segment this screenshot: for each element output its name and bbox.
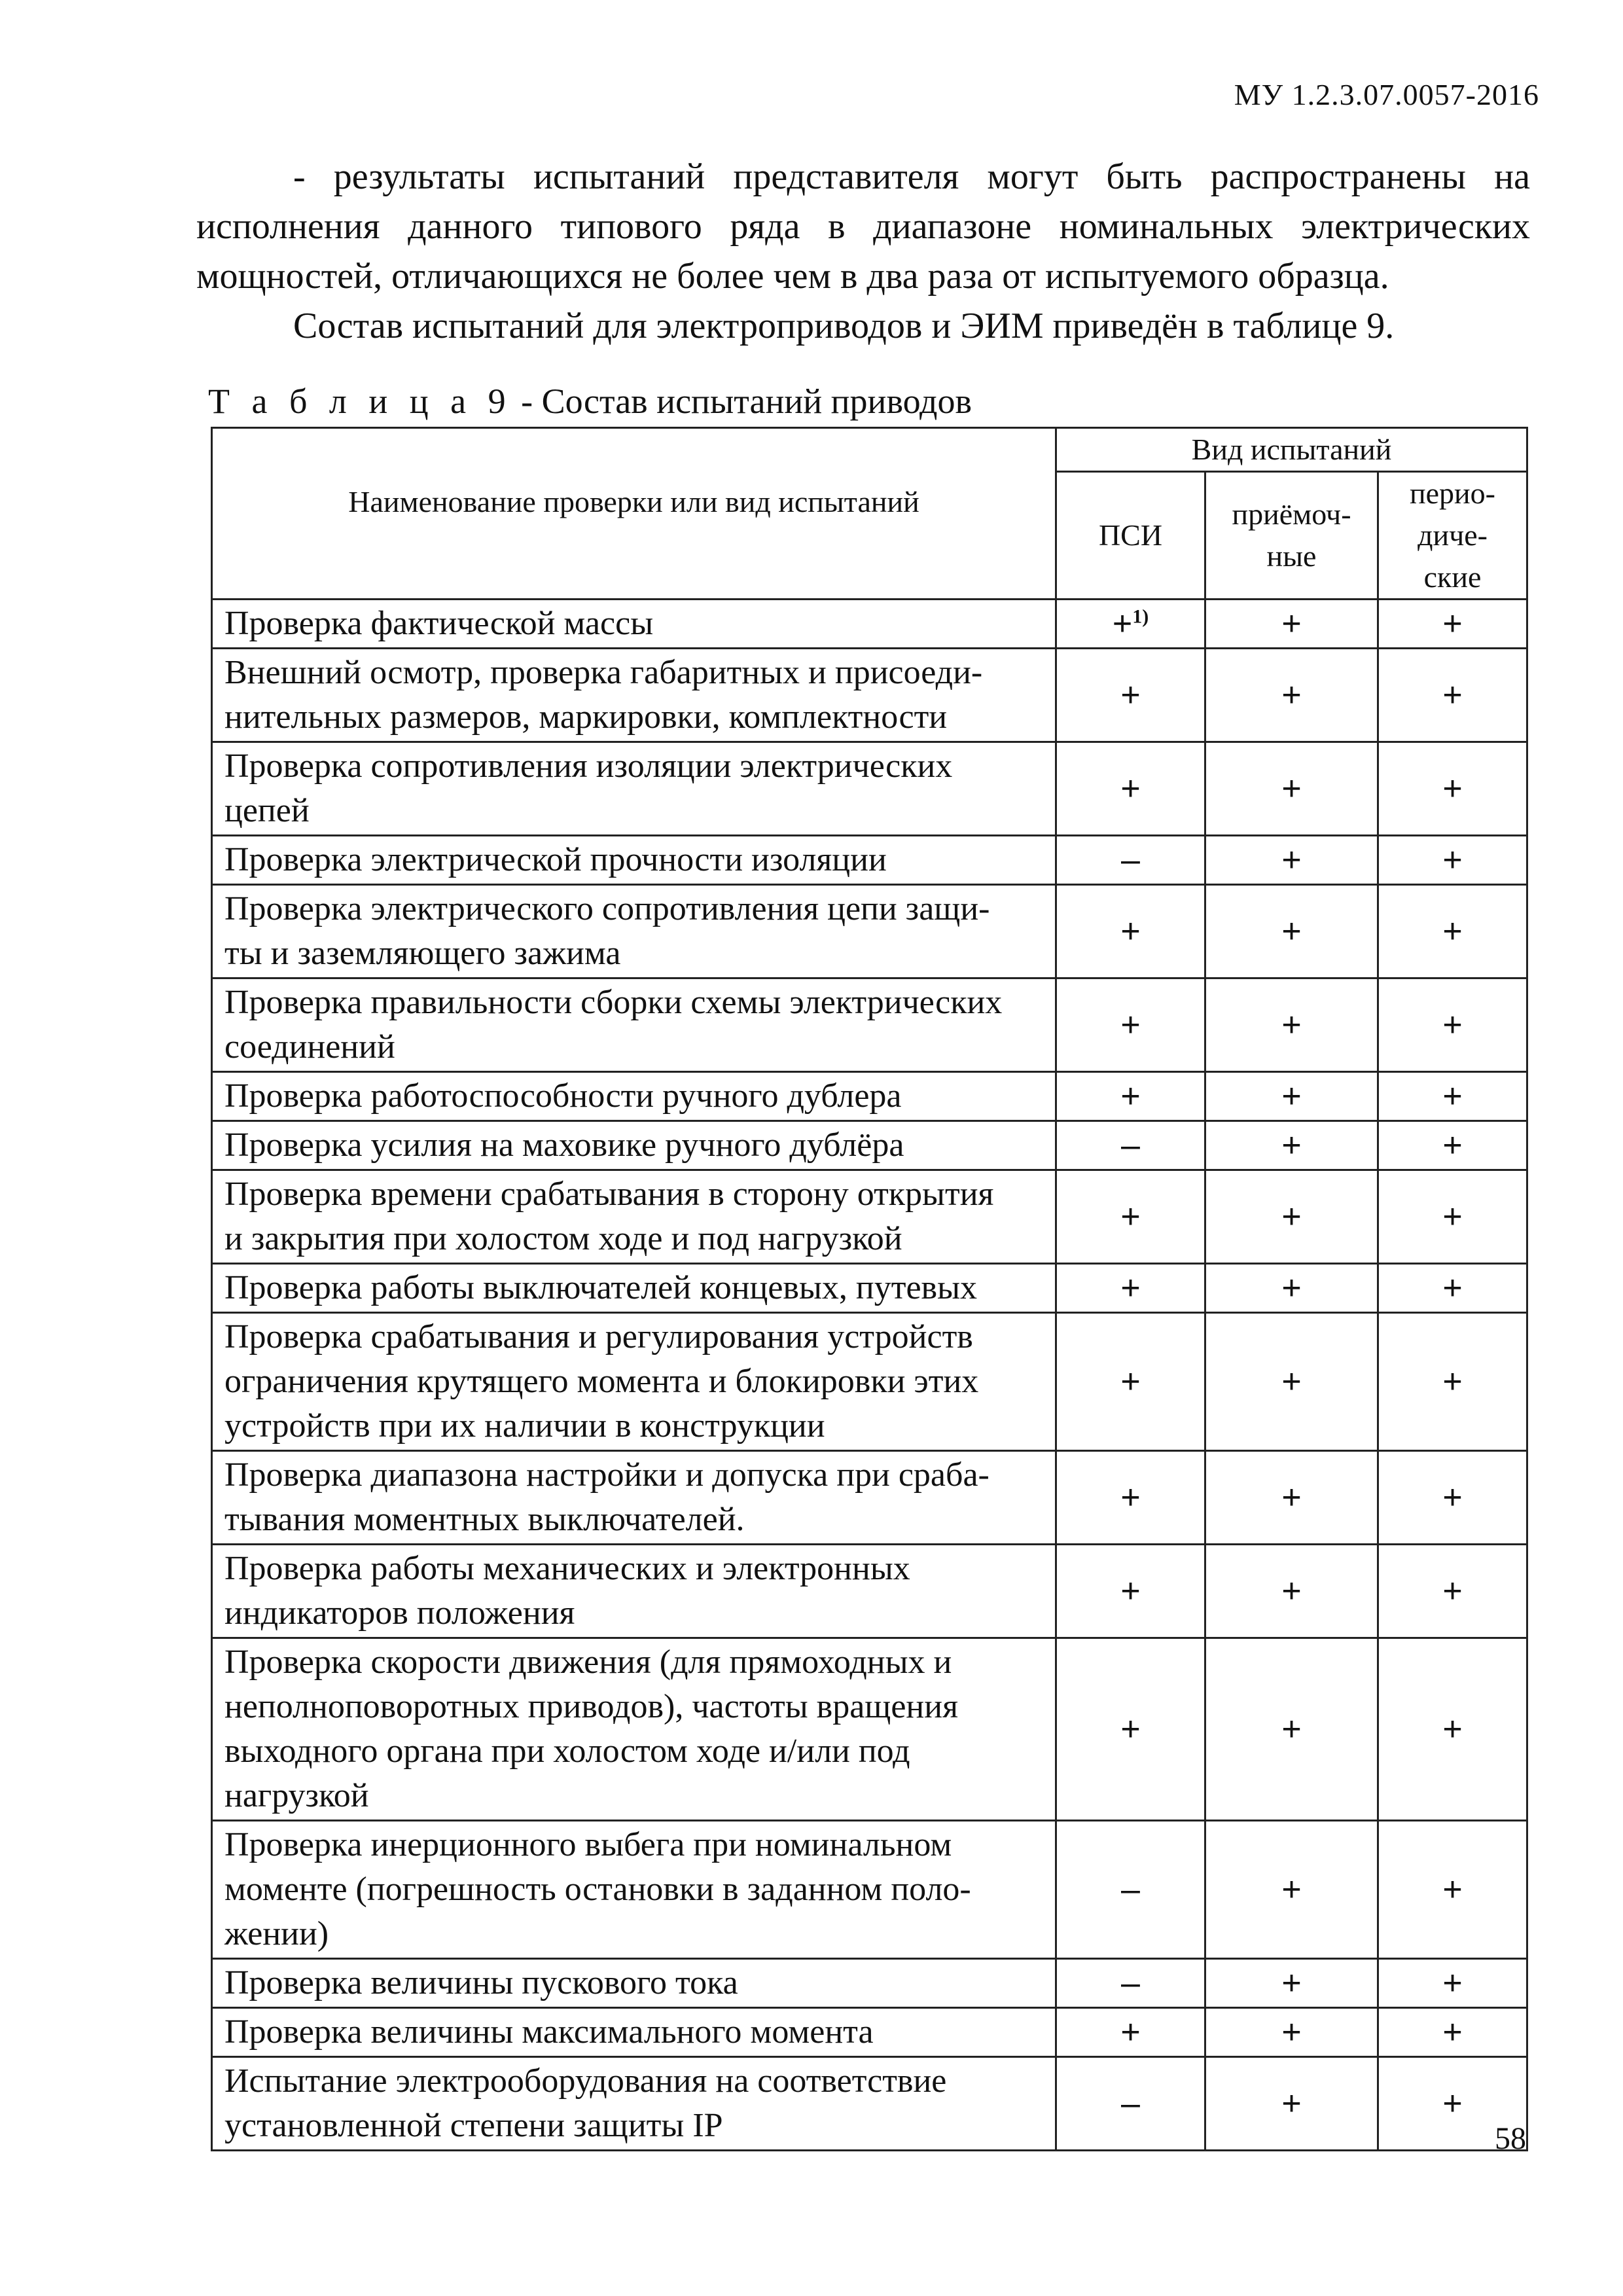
acceptance-mark-cell	[1205, 1451, 1378, 1545]
psi-mark-cell	[1056, 1821, 1205, 1959]
periodic-mark: +	[1442, 1871, 1463, 1909]
acceptance-mark-cell	[1205, 600, 1378, 649]
periodic-mark: +	[1442, 1572, 1463, 1610]
acceptance-mark: +	[1281, 912, 1302, 950]
periodic-mark: +	[1442, 770, 1463, 808]
table-body	[212, 600, 1527, 2151]
acceptance-mark-cell	[1205, 885, 1378, 978]
psi-mark-cell	[1056, 600, 1205, 649]
acceptance-mark: +	[1281, 770, 1302, 808]
table-row	[212, 1072, 1527, 1121]
psi-mark: –	[1121, 1871, 1140, 1909]
periodic-mark: +	[1442, 912, 1463, 950]
table-row	[212, 742, 1527, 836]
table-caption-title: Состав испытаний приводов	[541, 382, 972, 421]
table-row	[212, 1121, 1527, 1170]
table-row	[212, 2008, 1527, 2057]
acceptance-mark: +	[1281, 2013, 1302, 2051]
periodic-mark-cell	[1378, 1121, 1527, 1170]
test-name: Проверка правильности сборки схемы электрических соединений	[212, 978, 1056, 1072]
acceptance-mark-cell	[1205, 1545, 1378, 1638]
test-name: Проверка усилия на маховике ручного дублёра	[212, 1121, 1056, 1170]
acceptance-mark: +	[1281, 1871, 1302, 1909]
acceptance-mark: +	[1281, 841, 1302, 879]
psi-mark: +	[1120, 770, 1141, 808]
acceptance-mark-cell	[1205, 1821, 1378, 1959]
psi-mark-cell	[1056, 1072, 1205, 1121]
document-code: МУ 1.2.3.07.0057-2016	[1234, 78, 1539, 111]
periodic-mark: +	[1442, 1479, 1463, 1516]
periodic-mark: +	[1442, 2085, 1463, 2123]
table-row	[212, 1313, 1527, 1451]
test-name: Проверка работы выключателей концевых, путевых	[212, 1264, 1056, 1313]
periodic-mark-cell	[1378, 1313, 1527, 1451]
periodic-mark-cell	[1378, 649, 1527, 742]
periodic-mark: +	[1442, 1006, 1463, 1044]
psi-mark: +	[1120, 2013, 1141, 2051]
table-row	[212, 1959, 1527, 2008]
periodic-mark-cell	[1378, 1170, 1527, 1264]
table-row	[212, 2057, 1527, 2151]
periodic-mark-cell	[1378, 1638, 1527, 1821]
acceptance-mark: +	[1281, 1479, 1302, 1516]
psi-mark-cell	[1056, 1264, 1205, 1313]
periodic-mark: +	[1442, 841, 1463, 879]
periodic-mark-cell	[1378, 1451, 1527, 1545]
test-name: Внешний осмотр, проверка габаритных и присоеди- нительных размеров, маркировки, комплектности	[212, 649, 1056, 742]
psi-mark-cell	[1056, 1545, 1205, 1638]
psi-mark-cell	[1056, 1451, 1205, 1545]
test-name: Проверка работоспособности ручного дублера	[212, 1072, 1056, 1121]
periodic-mark: +	[1442, 1077, 1463, 1115]
acceptance-mark: +	[1281, 605, 1302, 643]
acceptance-mark-cell	[1205, 1638, 1378, 1821]
periodic-mark: +	[1442, 2013, 1463, 2051]
test-name: Испытание электрооборудования на соответствие установленной степени защиты IP	[212, 2057, 1056, 2151]
acceptance-mark-cell	[1205, 1121, 1378, 1170]
acceptance-mark: +	[1281, 1006, 1302, 1044]
psi-mark: –	[1121, 2085, 1140, 2123]
psi-mark-cell	[1056, 742, 1205, 836]
psi-mark-cell	[1056, 1170, 1205, 1264]
periodic-mark-cell	[1378, 600, 1527, 649]
paragraph-results: - результаты испытаний представителя могут быть распространены на исполнения данного типового ряда в диапазоне номинальных электрических мощностей, отличающихся не более чем в два раза от испытуемого образца.	[196, 156, 1530, 296]
acceptance-mark-cell	[1205, 1959, 1378, 2008]
acceptance-mark-cell	[1205, 1170, 1378, 1264]
header-test-type: Вид испытаний	[1056, 428, 1527, 472]
header-name: Наименование проверки или вид испытаний	[212, 428, 1056, 600]
acceptance-mark-cell	[1205, 1313, 1378, 1451]
acceptance-mark: +	[1281, 676, 1302, 714]
psi-mark: +	[1120, 676, 1141, 714]
psi-mark: +	[1112, 605, 1133, 643]
periodic-mark-cell	[1378, 1072, 1527, 1121]
acceptance-mark: +	[1281, 1269, 1302, 1307]
test-name: Проверка инерционного выбега при номинальном моменте (погрешность остановки в заданном поло- жении)	[212, 1821, 1056, 1959]
acceptance-mark: +	[1281, 1964, 1302, 2002]
table-row	[212, 649, 1527, 742]
table-row	[212, 885, 1527, 978]
periodic-mark-cell	[1378, 978, 1527, 1072]
psi-mark-cell	[1056, 1638, 1205, 1821]
test-name: Проверка величины пускового тока	[212, 1959, 1056, 2008]
acceptance-mark-cell	[1205, 1264, 1378, 1313]
test-name: Проверка скорости движения (для прямоходных и неполноповоротных приводов), частоты вращения выходного органа при холостом ходе и/или под нагрузкой	[212, 1638, 1056, 1821]
table-row	[212, 1545, 1527, 1638]
periodic-mark-cell	[1378, 2008, 1527, 2057]
psi-mark: +	[1120, 1363, 1141, 1401]
psi-mark: +	[1120, 1710, 1141, 1748]
test-name: Проверка сопротивления изоляции электрических цепей	[212, 742, 1056, 836]
psi-mark: +	[1120, 1198, 1141, 1236]
psi-mark-cell	[1056, 2008, 1205, 2057]
acceptance-mark-cell	[1205, 836, 1378, 885]
psi-mark-cell	[1056, 1959, 1205, 2008]
acceptance-mark-cell	[1205, 2057, 1378, 2151]
acceptance-mark: +	[1281, 1572, 1302, 1610]
header-periodic: перио- диче- ские	[1378, 472, 1527, 600]
periodic-mark: +	[1442, 1198, 1463, 1236]
footnote-mark: 1)	[1132, 605, 1149, 628]
acceptance-mark-cell	[1205, 2008, 1378, 2057]
table-row	[212, 1451, 1527, 1545]
psi-mark-cell	[1056, 649, 1205, 742]
table-row	[212, 836, 1527, 885]
periodic-mark: +	[1442, 676, 1463, 714]
acceptance-mark-cell	[1205, 978, 1378, 1072]
periodic-mark-cell	[1378, 836, 1527, 885]
psi-mark-cell	[1056, 2057, 1205, 2151]
periodic-mark: +	[1442, 605, 1463, 643]
table-row	[212, 1170, 1527, 1264]
test-name: Проверка времени срабатывания в сторону открытия и закрытия при холостом ходе и под нагрузкой	[212, 1170, 1056, 1264]
periodic-mark: +	[1442, 1964, 1463, 2002]
test-name: Проверка диапазона настройки и допуска при сраба- тывания моментных выключателей.	[212, 1451, 1056, 1545]
acceptance-mark: +	[1281, 1126, 1302, 1164]
table-row	[212, 978, 1527, 1072]
header-psi: ПСИ	[1056, 472, 1205, 600]
table-caption	[208, 381, 972, 422]
psi-mark: +	[1120, 1269, 1141, 1307]
test-name: Проверка фактической массы	[212, 600, 1056, 649]
test-name: Проверка работы механических и электронных индикаторов положения	[212, 1545, 1056, 1638]
psi-mark: +	[1120, 912, 1141, 950]
periodic-mark: +	[1442, 1126, 1463, 1164]
test-name: Проверка электрического сопротивления цепи защи- ты и заземляющего зажима	[212, 885, 1056, 978]
table-caption-separator: -	[512, 382, 542, 421]
psi-mark: +	[1120, 1006, 1141, 1044]
paragraph-composition: Состав испытаний для электроприводов и ЭИМ приведён в таблице 9.	[293, 306, 1395, 346]
periodic-mark-cell	[1378, 742, 1527, 836]
psi-mark: –	[1121, 1964, 1140, 2002]
periodic-mark-cell	[1378, 1821, 1527, 1959]
acceptance-mark: +	[1281, 1077, 1302, 1115]
psi-mark-cell	[1056, 885, 1205, 978]
periodic-mark: +	[1442, 1269, 1463, 1307]
psi-mark: +	[1120, 1077, 1141, 1115]
table-row	[212, 600, 1527, 649]
periodic-mark: +	[1442, 1710, 1463, 1748]
table-caption-label: Т а б л и ц а 9	[208, 382, 512, 421]
periodic-mark-cell	[1378, 1545, 1527, 1638]
acceptance-mark-cell	[1205, 1072, 1378, 1121]
periodic-mark-cell	[1378, 1959, 1527, 2008]
psi-mark: –	[1121, 841, 1140, 879]
psi-mark: +	[1120, 1479, 1141, 1516]
acceptance-mark-cell	[1205, 649, 1378, 742]
table-row	[212, 1638, 1527, 1821]
table-row	[212, 1264, 1527, 1313]
acceptance-mark-cell	[1205, 742, 1378, 836]
psi-mark-cell	[1056, 1313, 1205, 1451]
test-name: Проверка срабатывания и регулирования устройств ограничения крутящего момента и блокировки этих устройств при их наличии в конструкции	[212, 1313, 1056, 1451]
psi-mark-cell	[1056, 978, 1205, 1072]
psi-mark: +	[1120, 1572, 1141, 1610]
psi-mark-cell	[1056, 1121, 1205, 1170]
page-number: 58	[1495, 2121, 1526, 2156]
acceptance-mark: +	[1281, 1710, 1302, 1748]
periodic-mark: +	[1442, 1363, 1463, 1401]
table-row	[212, 1821, 1527, 1959]
tests-table	[211, 427, 1528, 2151]
test-name: Проверка электрической прочности изоляции	[212, 836, 1056, 885]
acceptance-mark: +	[1281, 1363, 1302, 1401]
periodic-mark-cell	[1378, 885, 1527, 978]
header-acceptance: приёмоч- ные	[1205, 472, 1378, 600]
psi-mark: –	[1121, 1126, 1140, 1164]
test-name: Проверка величины максимального момента	[212, 2008, 1056, 2057]
acceptance-mark: +	[1281, 1198, 1302, 1236]
acceptance-mark: +	[1281, 2085, 1302, 2123]
periodic-mark-cell	[1378, 1264, 1527, 1313]
psi-mark-cell	[1056, 836, 1205, 885]
